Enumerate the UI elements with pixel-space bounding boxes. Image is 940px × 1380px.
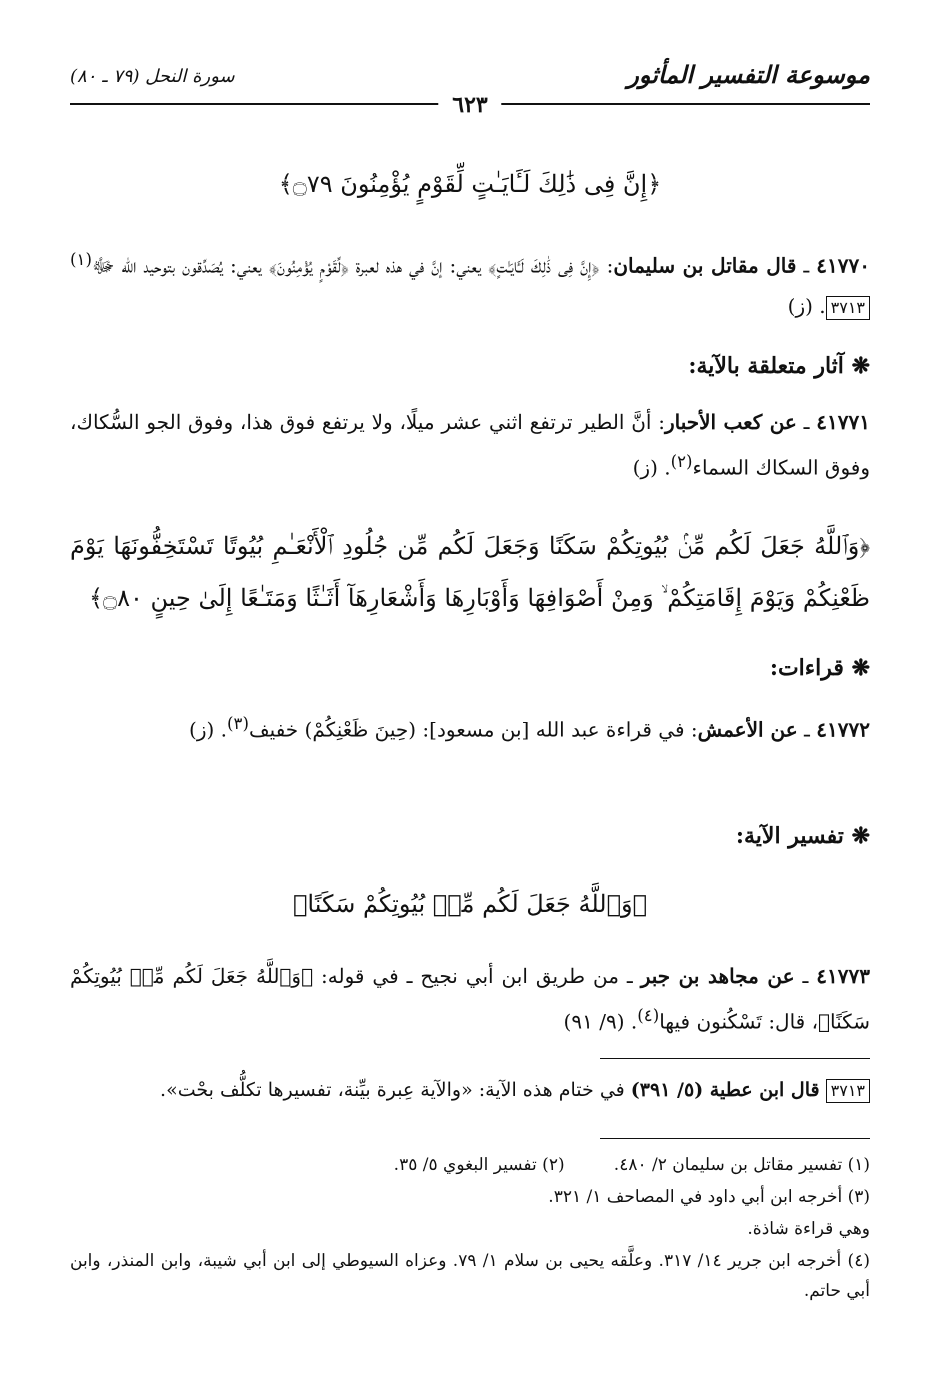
entry-number: ٤١٧٧١ [816, 410, 871, 434]
footnote-marker: (١) [70, 250, 92, 269]
footnote-3-note: وهي قراءة شاذة. [747, 1219, 870, 1239]
entry-end: . (ز) [787, 293, 826, 318]
entry-41772: ٤١٧٧٢ ـ عن الأعمش: في قراءة عبد الله [بن مسعود]: (حِينَ ظَعْنِكُمْ) خفيف$^{(٣)}$. (ز) [189, 714, 870, 742]
footnote-marker: (٣) [227, 714, 249, 733]
entry-text: ـ من طريق ابن أبي نجيح ـ في قوله: ﴿وَٱللَّهُ جَعَلَ لَكُم مِّنۢ بُيُوتِكُمْ سَكَنًا﴾، قال: تَسْكُنون فيها [70, 964, 870, 1034]
ornament-icon: ❋ [851, 823, 870, 849]
section-heading-athar [70, 346, 870, 386]
verse-80: ﴿وَٱللَّهُ جَعَلَ لَكُم مِّنۢ بُيُوتِكُمْ سَكَنًا وَجَعَلَ لَكُم مِّن جُلُودِ ٱلْأَنْعَـٰمِ بُيُوتًا تَسْتَخِفُّونَهَا يَوْمَ ظَعْنِكُمْ وَيَوْمَ إِقَامَتِكُمْ ۙ وَمِنْ أَصْوَافِهَا وَأَوْبَارِهَا وَأَشْعَارِهَآ أَثَـٰثًا وَمَتَـٰعًا إِلَىٰ حِينٍ ۝٨٠﴾ [70, 532, 870, 612]
footnote-separator [600, 1138, 870, 1139]
section-heading-qiraat [70, 648, 870, 688]
surah-range: سورة النحل (٧٩ ـ ٨٠) [70, 66, 235, 87]
entry-end: . (ز) [189, 717, 227, 742]
footnote-1: (١) تفسير مقاتل بن سليمان ٢/ ٤٨٠. [613, 1155, 870, 1175]
entry-text: : في قراءة عبد الله [بن مسعود]: (حِينَ ظَعْنِكُمْ) خفيف [248, 717, 698, 742]
note-3713 [70, 1072, 870, 1108]
ornament-icon: ❋ [851, 353, 870, 379]
note-reference-box: ٣٧١٣ [826, 1079, 870, 1103]
entry-text: : أنَّ الطير ترتفع اثني عشر ميلًا، ولا يرتفع فوق هذا، وفوق الجو السُّكاك، وفوق السكاك السماء [70, 410, 870, 480]
verse-80-part: ﴿وَٱللَّهُ جَعَلَ لَكُم مِّنۢ بُيُوتِكُمْ سَكَنًا﴾ [293, 890, 647, 918]
footnote-3: (٣) أخرجه ابن أبي داود في المصاحف ١/ ٣٢١. [548, 1187, 870, 1207]
entry-author: قال مقاتل بن سليمان [613, 253, 797, 278]
note-separator [600, 1058, 870, 1059]
section-title: قراءات: [769, 655, 844, 681]
entry-number: ٤١٧٧٠ [816, 253, 870, 278]
entry-author: عن كعب الأحبار [665, 410, 797, 434]
footnote-row-1 [70, 1150, 870, 1180]
footnote-marker: (٢) [670, 452, 693, 471]
footnote-2: (٢) تفسير البغوي ٥/ ٣٥. [393, 1155, 565, 1175]
entry-end: . (٩/ ٩١) [563, 1009, 638, 1034]
verse-79: ﴿إِنَّ فِى ذَٰلِكَ لَـَٔايَـٰتٍ لِّقَوْمٍ يُؤْمِنُونَ ۝٧٩﴾ [278, 170, 662, 198]
note-author: قال ابن عطية (٥/ ٣٩١) [630, 1079, 820, 1101]
entry-41771: ٤١٧٧١ ـ عن كعب الأحبار: أنَّ الطير ترتفع اثني عشر ميلًا، ولا يرتفع فوق هذا، وفوق الجو السُّكاك، وفوق السكاك السماء$^{(٢)}$. (ز) [70, 410, 871, 480]
footnote-marker: (٤) [637, 1006, 660, 1025]
note-text: في ختام هذه الآية: «والآية عِبرة بيِّنة، تفسيرها تكلُّف بحْت». [160, 1079, 631, 1101]
entry-number: ٤١٧٧٢ [816, 717, 870, 742]
section-title: تفسير الآية: [735, 823, 844, 849]
entry-author: عن الأعمش [697, 717, 798, 742]
ornament-icon: ❋ [851, 655, 870, 681]
section-heading-tafsir [70, 816, 870, 856]
entry-41773: ٤١٧٧٣ ـ عن مجاهد بن جبر ـ من طريق ابن أبي نجيح ـ في قوله: ﴿وَٱللَّهُ جَعَلَ لَكُم مِّنۢ بُيُوتِكُمْ سَكَنًا﴾، قال: تَسْكُنون فيها$^{(٤)}$. (٩/ ٩١) [70, 964, 870, 1034]
page-number: ٦٢٣ [438, 92, 501, 118]
entry-number: ٤١٧٧٣ [816, 964, 870, 988]
section-title: آثار متعلقة بالآية: [688, 353, 844, 379]
footnote-4: (٤) أخرجه ابن جرير ١٤/ ٣١٧. وعلَّقه يحيى بن سلام ١/ ٧٩. وعزاه السيوطي إلى ابن أبي شيبة، وابن المنذر، وابن أبي حاتم. [70, 1251, 870, 1301]
entry-author: عن مجاهد بن جبر [640, 964, 795, 988]
entry-end: . (ز) [632, 455, 671, 480]
note-reference-box: ٣٧١٣ [826, 296, 870, 320]
entry-41770: ٤١٧٧٠ ـ قال مقاتل بن سليمان: ﴿إِنَّ فِى ذَٰلِكَ لَـَٔايَـٰتٍ﴾ يعني: إنَّ في هذه لعبرة ﴿لِّقَوْمٍ يُؤْمِنُونَ﴾ يعني: يُصَدِّقون بتوحيد الله ﷻ$^{(١)}$٣٧١٣. (ز) [70, 250, 870, 318]
book-title: موسوعة التفسير المأثور [627, 60, 870, 89]
entry-text: : ﴿إِنَّ فِى ذَٰلِكَ لَـَٔايَـٰتٍ﴾ يعني: إنَّ في هذه لعبرة ﴿لِّقَوْمٍ يُؤْمِنُونَ﴾ يعني: يُصَدِّقون بتوحيد الله ﷻ [91, 253, 614, 278]
